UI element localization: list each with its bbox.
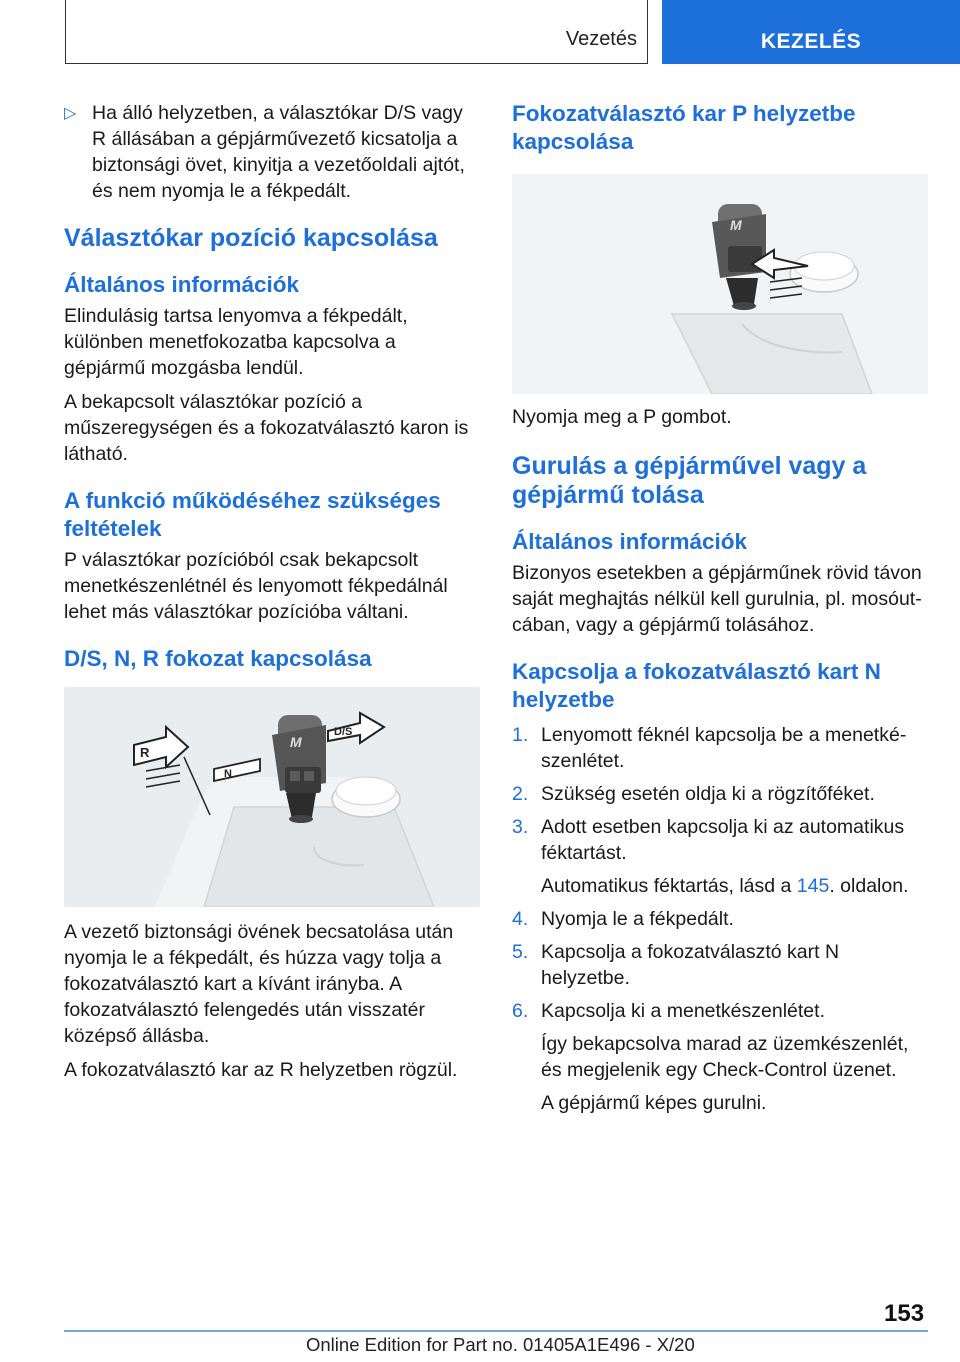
note-triangle-icon: ▷ bbox=[64, 105, 77, 122]
left-column bbox=[64, 100, 482, 1091]
m-logo: M bbox=[730, 217, 742, 233]
step-number: 6. bbox=[512, 1000, 529, 1022]
list-item bbox=[512, 939, 932, 991]
paragraph: Bizonyos esetekben a gépjárműnek rövid távon saját meghajtás nélkül kell gurulnia, pl. mosóutcában, vagy a gépjármű tolásához. bbox=[512, 562, 922, 636]
header-chapter-tab: KEZELÉS bbox=[662, 0, 960, 64]
list-item bbox=[512, 781, 932, 807]
paragraph: Elindulásig tartsa lenyomva a fékpedált, különben menetfokozatba kapcsolva a gépjármű mozgásba lendül. bbox=[64, 305, 408, 379]
footer-divider bbox=[64, 1330, 928, 1332]
step-subtext-tail: . oldalon. bbox=[829, 875, 909, 897]
paragraph: A fokozatválasztó kar az R helyzetben rögzül. bbox=[64, 1059, 458, 1081]
footer-text: Online Edition for Part no. 01405A1E496 - X/20 bbox=[306, 1334, 695, 1355]
paragraph: A vezető biztonsági övének becsatolása után nyomja le a fékpedált, és húzza vagy tolja a fokozatválasztó kart a kívánt irányba. A fokozatválasztó felengedés után visszatér középső állásba. bbox=[64, 921, 454, 1047]
step-text: Nyomja le a fékpedált. bbox=[541, 908, 734, 930]
subheading-shift-d-n-r: D/S, N, R fokozat kapcsolása bbox=[64, 646, 372, 671]
park-button-illustration bbox=[512, 174, 928, 394]
footer-edition bbox=[306, 1334, 695, 1356]
paragraph: A bekapcsolt választókar pozíció a műszeregységen és a fokozatválasztó karon is látható. bbox=[64, 391, 469, 465]
arrow-n-label: N bbox=[224, 768, 232, 780]
section-heading: Gurulás a gépjárművel vagy a gépjármű tolása bbox=[512, 452, 867, 509]
subheading-requirements: A funkció működéséhez szükséges feltételek bbox=[64, 488, 441, 541]
note-text: Ha álló helyzetben, a választókar D/S vagy R állásában a gépjárművezető kicsatolja a biztonsági övet, kinyitja a vezetőoldali ajtót, és nem nyomja le a fékpedált. bbox=[92, 102, 465, 202]
step-subtext: Így bekapcsolva marad az üzemkészenlét, és megjelenik egy Check-Control üzenet. bbox=[541, 1033, 909, 1081]
list-item bbox=[512, 906, 932, 932]
park-button-drawing bbox=[512, 174, 928, 394]
step-number: 5. bbox=[512, 941, 529, 963]
paragraph: Nyomja meg a P gombot. bbox=[512, 406, 732, 428]
list-item bbox=[512, 722, 932, 774]
step-subtext: A gépjármű képes gurulni. bbox=[541, 1092, 767, 1114]
step-number: 4. bbox=[512, 908, 529, 930]
header-section-title: Vezetés bbox=[565, 28, 637, 50]
section-heading: Választókar pozíció kapcsolása bbox=[64, 224, 438, 252]
gear-selector-drawing bbox=[64, 687, 480, 907]
paragraph: P választókar pozícióból csak bekapcsolt menetkészenlétnél és lenyomott fékpedálnál lehet más választókar pozícióba váltani. bbox=[64, 549, 448, 623]
step-number: 2. bbox=[512, 783, 529, 805]
page-reference-link[interactable]: 145 bbox=[796, 875, 830, 897]
steps-list bbox=[512, 722, 932, 1116]
step-text: Adott esetben kapcsolja ki az automatikus féktartást. bbox=[541, 816, 905, 864]
step-number: 3. bbox=[512, 816, 529, 838]
subheading-park-position: Fokozatválasztó kar P helyzetbe kapcsolása bbox=[512, 101, 856, 154]
step-text: Kapcsolja ki a menetkészenlétet. bbox=[541, 1000, 825, 1022]
step-number: 1. bbox=[512, 724, 529, 746]
step-text: Kapcsolja a fokozatválasztó kart N helyzetbe. bbox=[541, 941, 840, 989]
step-subtext-lead: Automatikus féktartás, lásd a bbox=[541, 875, 797, 897]
warning-note bbox=[64, 100, 482, 204]
subheading-shift-neutral: Kapcsolja a fokozatválasztó kart N helyzetbe bbox=[512, 659, 881, 712]
subheading-general-info: Általános információk bbox=[512, 529, 748, 554]
step-text: Lenyomott féknél kapcsolja be a menetkészenlétet. bbox=[541, 724, 907, 772]
right-column bbox=[512, 100, 932, 1123]
step-text: Szükség esetén oldja ki a rögzítőféket. bbox=[541, 783, 875, 805]
m-logo: M bbox=[290, 734, 302, 750]
page-number: 153 bbox=[884, 1300, 925, 1327]
gear-selector-illustration bbox=[64, 687, 480, 907]
subheading-general-info: Általános információk bbox=[64, 272, 300, 297]
arrow-r-label: R bbox=[140, 745, 150, 760]
list-item bbox=[512, 998, 932, 1116]
step-subtext bbox=[541, 873, 932, 899]
header-frame bbox=[65, 0, 648, 64]
list-item bbox=[512, 814, 932, 899]
arrow-ds-label: D/S bbox=[334, 726, 353, 738]
